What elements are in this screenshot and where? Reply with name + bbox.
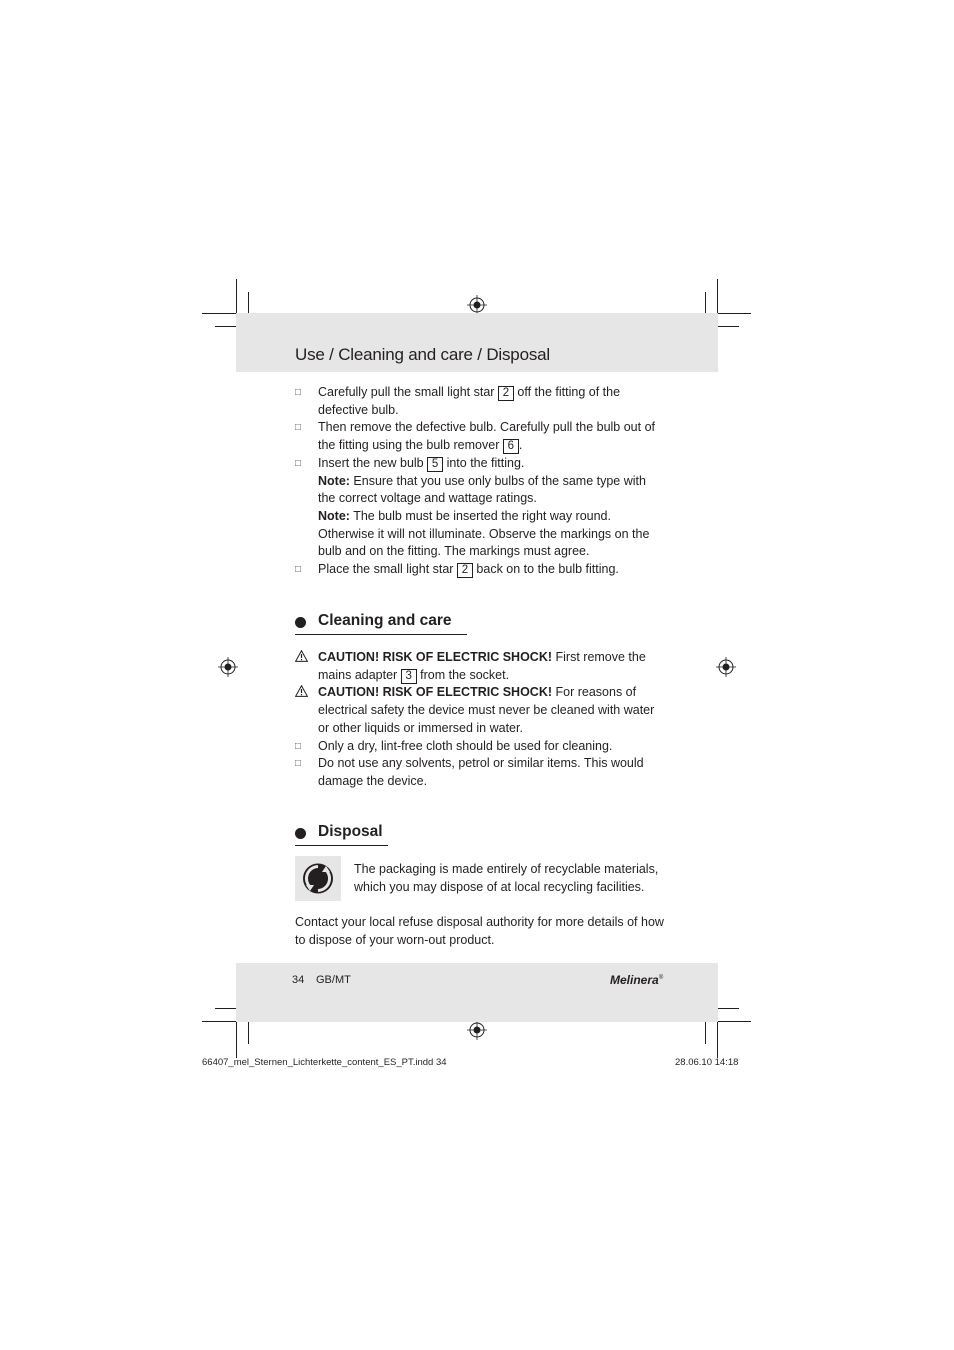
instruction-list: [295, 384, 665, 579]
part-number-ref: 2: [457, 563, 473, 578]
crop-mark: [202, 1021, 237, 1022]
caution-item: CAUTION! RISK OF ELECTRIC SHOCK! First remove the mains adapter 3 from the socket.: [295, 649, 665, 684]
file-slug: 66407_mel_Sternen_Lichterkette_content_ES_PT.indd 34: [202, 1057, 447, 1068]
packaging-text: The packaging is made entirely of recyclable materials, which you may dispose of at local recycling facilities.: [354, 862, 659, 894]
crop-mark: [705, 1020, 706, 1044]
bullet-dot-icon: [295, 617, 306, 628]
date-slug: 28.06.10 14:18: [675, 1057, 739, 1068]
section-heading-disposal: Disposal: [295, 823, 391, 847]
contact-text: Contact your local refuse disposal authority for more details of how to dispose of your worn-out product.: [295, 915, 664, 947]
crop-mark: [717, 313, 751, 314]
registration-mark-icon: [467, 295, 487, 315]
list-item: □ Only a dry, lint-free cloth should be used for cleaning.: [295, 738, 665, 756]
heading-underline: [295, 634, 467, 635]
page-number: 34: [292, 974, 305, 986]
bullet-dot-icon: [295, 828, 306, 839]
recycle-symbol: [295, 856, 341, 901]
registration-mark-icon: [218, 657, 238, 677]
warning-triangle-icon: [295, 685, 308, 697]
square-bullet-icon: □: [295, 457, 302, 469]
green-dot-recycle-icon: [295, 856, 341, 901]
square-bullet-icon: □: [295, 422, 302, 434]
square-bullet-icon: □: [295, 387, 302, 398]
crop-mark: [717, 1021, 751, 1022]
list-item: □ Place the small light star 2 back on to the bulb fitting.: [295, 561, 665, 579]
square-bullet-icon: □: [295, 740, 302, 752]
warning-triangle-icon: [295, 650, 308, 662]
note: Note: The bulb must be inserted the right way round. Otherwise it will not illuminate. Observe the markings on the bulb and on the fitting. The markings must agree.: [318, 508, 650, 559]
crop-mark: [248, 292, 249, 314]
crop-mark: [248, 1020, 249, 1044]
registration-mark-icon: [467, 1020, 487, 1040]
list-item: □ Do not use any solvents, petrol or similar items. This would damage the device.: [295, 756, 644, 788]
header-bar: [236, 313, 718, 372]
crop-mark: [202, 313, 237, 314]
cleaning-list: [295, 649, 665, 791]
registration-mark-icon: [716, 657, 736, 677]
brand-logo: Melinera®: [610, 973, 664, 987]
note: Note: Ensure that you use only bulbs of the same type with the correct voltage and wattage ratings.: [318, 473, 646, 506]
list-item: □ Then remove the defective bulb. Carefully pull the bulb out of the fitting using the bulb remover 6 .: [295, 420, 656, 453]
section-heading-cleaning: Cleaning and care: [295, 612, 470, 636]
square-bullet-icon: □: [295, 758, 302, 770]
list-item: □ Insert the new bulb 5 into the fitting.: [295, 455, 665, 473]
crop-mark: [705, 292, 706, 314]
heading-underline: [295, 845, 388, 846]
list-item: □ Carefully pull the small light star 2 off the fitting of the defective bulb.: [295, 385, 621, 417]
page-title: Use / Cleaning and care / Disposal: [295, 345, 550, 364]
part-number-ref: 5: [427, 457, 443, 472]
square-bullet-icon: □: [295, 564, 302, 576]
part-number-ref: 6: [503, 439, 519, 454]
part-number-ref: 2: [498, 386, 514, 401]
language-code: GB/MT: [316, 974, 351, 986]
footer-bar: [236, 963, 718, 1022]
part-number-ref: 3: [401, 669, 417, 684]
caution-item: CAUTION! RISK OF ELECTRIC SHOCK! For reasons of electrical safety the device must never be cleaned with water or other liquids or immersed in water.: [295, 684, 665, 737]
